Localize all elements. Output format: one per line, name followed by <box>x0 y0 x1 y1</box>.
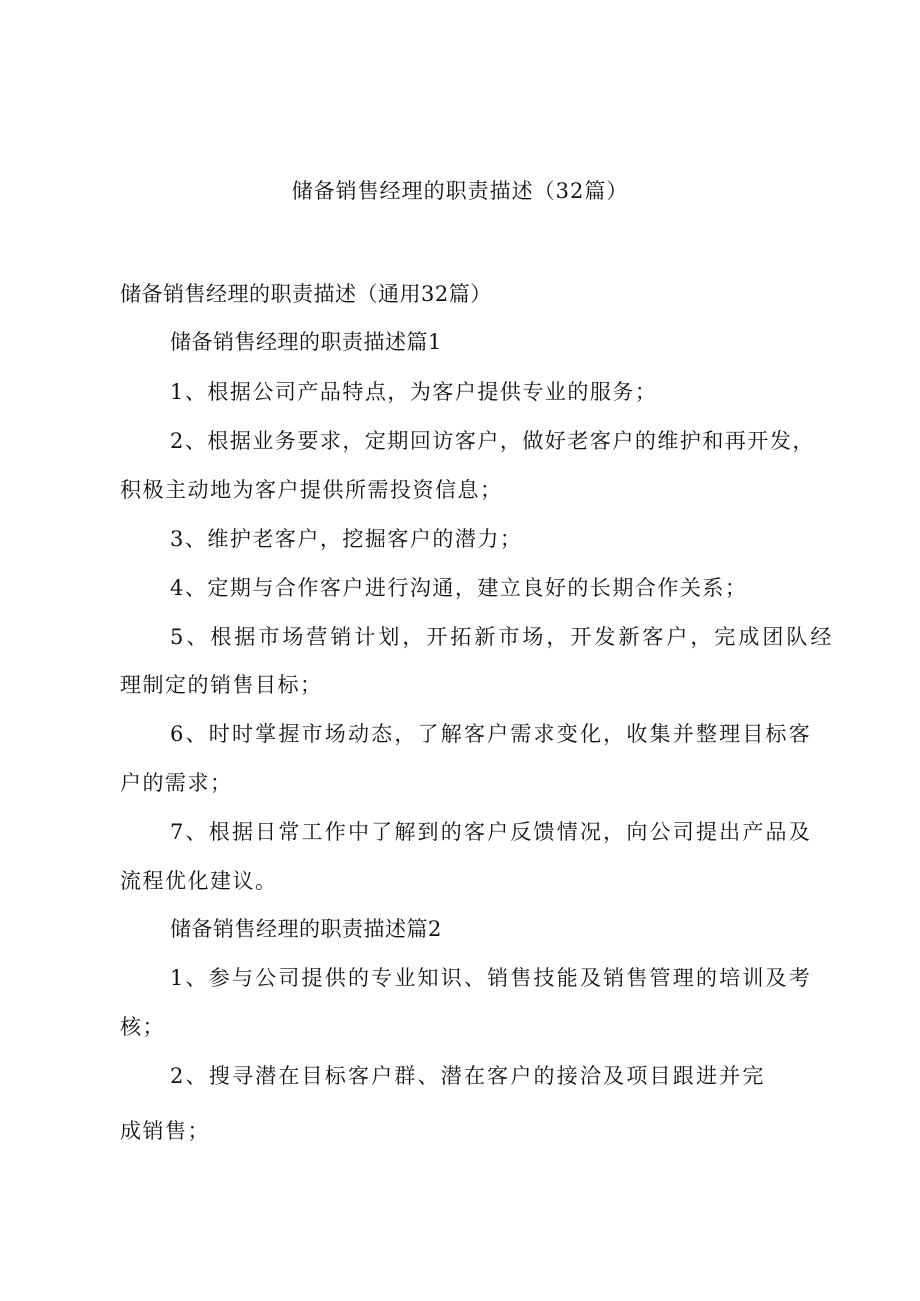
section-heading-1: 储备销售经理的职责描述篇1 <box>170 330 442 354</box>
paragraph-line: 7、根据日常工作中了解到的客户反馈情况，向公司提出产品及 <box>170 820 812 844</box>
paragraph-line: 3、维护老客户，挖掘客户的潜力； <box>170 527 523 551</box>
document-subtitle: 储备销售经理的职责描述（通用32篇） <box>120 282 492 306</box>
paragraph-line: 户的需求； <box>120 771 233 795</box>
document-title: 储备销售经理的职责描述（32篇） <box>291 179 629 203</box>
paragraph-line: 6、时时掌握市场动态，了解客户需求变化，收集并整理目标客 <box>170 722 812 746</box>
paragraph-line: 4、定期与合作客户进行沟通，建立良好的长期合作关系； <box>170 576 748 600</box>
paragraph-line: 2、根据业务要求，定期回访客户，做好老客户的维护和再开发， <box>170 429 815 453</box>
paragraph-line: 流程优化建议。 <box>120 869 278 893</box>
paragraph-line: 5、根据市场营销计划，开拓新市场，开发新客户，完成团队经 <box>170 625 835 649</box>
paragraph-line: 积极主动地为客户提供所需投资信息； <box>120 478 503 502</box>
paragraph-line: 核； <box>120 1015 165 1039</box>
paragraph-line: 理制定的销售目标； <box>120 673 323 697</box>
paragraph-line: 1、根据公司产品特点，为客户提供专业的服务； <box>170 380 658 404</box>
paragraph-line: 1、参与公司提供的专业知识、销售技能及销售管理的培训及考 <box>170 966 812 990</box>
paragraph-line: 成销售； <box>120 1119 210 1143</box>
section-heading-2: 储备销售经理的职责描述篇2 <box>170 917 442 941</box>
paragraph-line: 2、搜寻潜在目标客户群、潜在客户的接洽及项目跟进并完 <box>170 1064 766 1088</box>
